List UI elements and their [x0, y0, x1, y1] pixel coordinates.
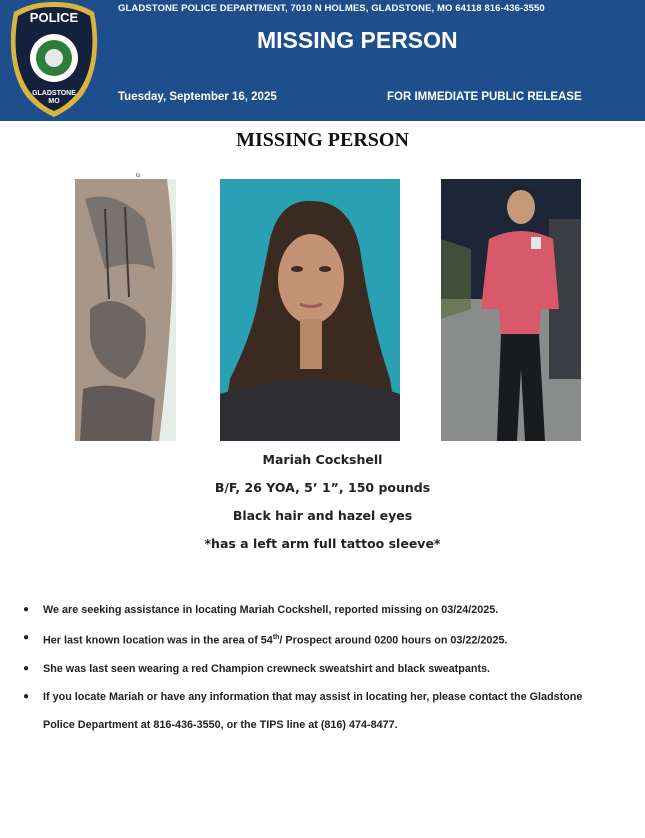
bullet-text: If you locate Mariah or have any information that may assist in locating her, please contact the Gladstone	[43, 690, 583, 703]
release-label: FOR IMMEDIATE PUBLIC RELEASE	[387, 91, 582, 103]
bullet-icon: ●	[23, 632, 30, 643]
person-name: Mariah Cockshell	[262, 452, 383, 467]
police-badge-logo	[6, 0, 102, 118]
bullet-icon: ●	[23, 690, 30, 702]
department-address: GLADSTONE POLICE DEPARTMENT, 7010 N HOLMES, GLADSTONE, MO 64118 816-436-3550	[118, 3, 545, 14]
bullet-text: We are seeking assistance in locating Mariah Cockshell, reported missing on 03/24/2025.	[43, 604, 499, 616]
document-title: MISSING PERSON	[236, 129, 409, 151]
tattoo-sleeve-photo	[75, 179, 176, 441]
bullet-icon: ●	[23, 604, 30, 615]
bullet-icon: ●	[23, 662, 30, 674]
svg-text:GLADSTONE: GLADSTONE	[32, 90, 76, 97]
list-item	[22, 655, 637, 683]
full-body-photo	[441, 179, 581, 441]
bullet-text-continued: / Prospect around 0200 hours on 03/22/2025.	[279, 634, 508, 647]
svg-text:MO: MO	[48, 98, 60, 105]
bullet-text-continued: Police Department at 816-436-3550, or the TIPS line at (816) 474-8477.	[43, 718, 398, 731]
svg-text:POLICE: POLICE	[29, 10, 79, 25]
list-item	[22, 683, 637, 739]
portrait-photo	[220, 179, 400, 441]
bullet-text: Her last known location was in the area of 54	[43, 634, 273, 647]
stray-mark: u	[136, 172, 140, 179]
list-item	[22, 596, 637, 624]
bullet-text: She was last seen wearing a red Champion crewneck sweatshirt and black sweatpants.	[43, 662, 491, 675]
physical-description: B/F, 26 YOA, 5’ 1”, 150 pounds	[214, 480, 431, 495]
hair-eye-color: Black hair and hazel eyes	[232, 508, 413, 523]
release-date: Tuesday, September 16, 2025	[118, 91, 277, 103]
header-banner	[0, 0, 645, 121]
ordinal-suffix: th	[272, 634, 280, 641]
tattoo-note: *has a left arm full tattoo sleeve*	[204, 536, 441, 551]
list-item	[22, 624, 637, 655]
details-list	[22, 596, 637, 739]
header-title: MISSING PERSON	[257, 27, 458, 53]
